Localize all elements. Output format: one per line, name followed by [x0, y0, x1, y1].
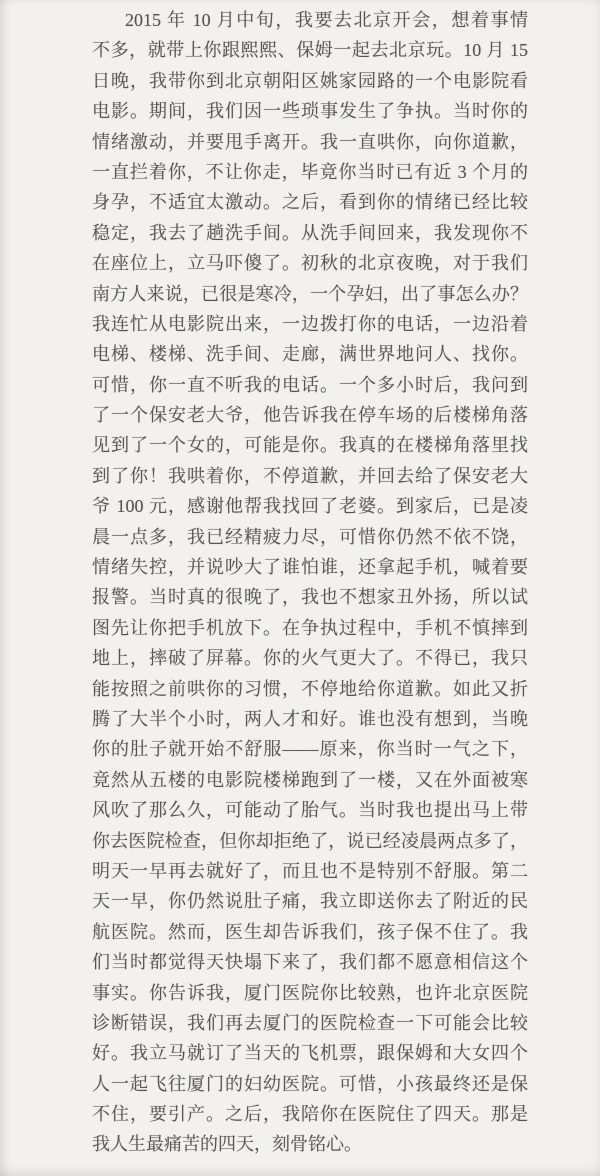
text-line: 身孕，不适宜太激动。之后，看到你的情绪已经比较: [92, 192, 528, 213]
text-line: 明天一早再去就好了，而且也不是特别不舒服。第二: [92, 860, 528, 881]
text-line: 天一早，你仍然说肚子痛，我立即送你去了附近的民: [92, 891, 528, 912]
text-line: 报警。当时真的很晚了，我也不想家丑外扬，所以试: [92, 587, 528, 608]
text-line: 不住，要引产。之后，我陪你在医院住了四天。那是: [92, 1104, 528, 1125]
text-line: 好。我立马就订了当天的飞机票，跟保姆和大女四个: [92, 1043, 528, 1064]
text-line: 能按照之前哄你的习惯，不停地给你道歉。如此又折: [92, 678, 528, 699]
text-line: 情绪失控，并说吵大了谁怕谁，还拿起手机，喊着要: [92, 557, 528, 578]
text-line: 南方人来说，已很是寒冷，一个孕妇，出了事怎么办？: [92, 283, 528, 304]
text-line: 们当时都觉得天快塌下来了，我们都不愿意相信这个: [92, 952, 528, 973]
text-line: 你的肚子就开始不舒服——原来，你当时一气之下，: [92, 739, 528, 760]
text-line: 情绪激动，并要甩手离开。我一直哄你，向你道歉，: [92, 131, 528, 152]
text-line: 不多，就带上你跟熙熙、保姆一起去北京玩。10 月 15: [92, 40, 528, 61]
text-line: 2015 年 10 月中旬，我要去北京开会，想着事情: [125, 10, 528, 30]
text-line: 事实。你告诉我，厦门医院你比较熟，也许北京医院: [92, 982, 528, 1003]
text-line: 见到了一个女的，可能是你。我真的在楼梯角落里找: [92, 435, 528, 456]
text-line: 诊断错误，我们再去厦门的医院检查一下可能会比较: [92, 1012, 528, 1033]
text-line: 我连忙从电影院出来，一边拨打你的电话，一边沿着: [92, 313, 528, 334]
text-line: 你去医院检查，但你却拒绝了，说已经凌晨两点多了，: [92, 830, 528, 851]
text-line: 日晚，我带你到北京朝阳区姚家园路的一个电影院看: [92, 70, 528, 91]
text-line: 在座位上，立马吓傻了。初秋的北京夜晚，对于我们: [92, 253, 528, 274]
text-line: 到了你！我哄着你，不停道歉，并回去给了保安老大: [92, 465, 528, 486]
text-line: 地上，摔破了屏幕。你的火气更大了。不得已，我只: [92, 648, 528, 669]
text-line: 电影。期间，我们因一些琐事发生了争执。当时你的: [92, 101, 528, 122]
text-line: 图先让你把手机放下。在争执过程中，手机不慎摔到: [92, 617, 528, 638]
text-line: 腾了大半个小时，两人才和好。谁也没有想到，当晚: [92, 708, 528, 729]
text-line: 航医院。然而，医生却告诉我们，孩子保不住了。我: [92, 921, 528, 942]
text-line: 电梯、楼梯、洗手间、走廊，满世界地问人、找你。: [92, 344, 528, 365]
text-line: 一直拦着你，不让你走，毕竟你当时已有近 3 个月的: [92, 161, 528, 182]
text-line: 爷 100 元，感谢他帮我找回了老婆。到家后，已是凌: [92, 496, 528, 517]
text-line: 晨一点多，我已经精疲力尽，可惜你仍然不依不饶，: [92, 526, 528, 547]
text-line: 可惜，你一直不听我的电话。一个多小时后，我问到: [92, 374, 528, 395]
document-text-block: [92, 5, 528, 1160]
text-line: 稳定，我去了趟洗手间。从洗手间回来，我发现你不: [92, 222, 528, 243]
text-line: 我人生最痛苦的四天，刻骨铭心。: [92, 1134, 362, 1155]
text-line: 竟然从五楼的电影院楼梯跑到了一楼，又在外面被寒: [92, 769, 528, 790]
text-line: 风吹了那么久，可能动了胎气。当时我也提出马上带: [92, 800, 528, 821]
text-line: 了一个保安老大爷，他告诉我在停车场的后楼梯角落: [92, 405, 528, 426]
text-line: 人一起飞往厦门的妇幼医院。可惜，小孩最终还是保: [92, 1073, 528, 1094]
